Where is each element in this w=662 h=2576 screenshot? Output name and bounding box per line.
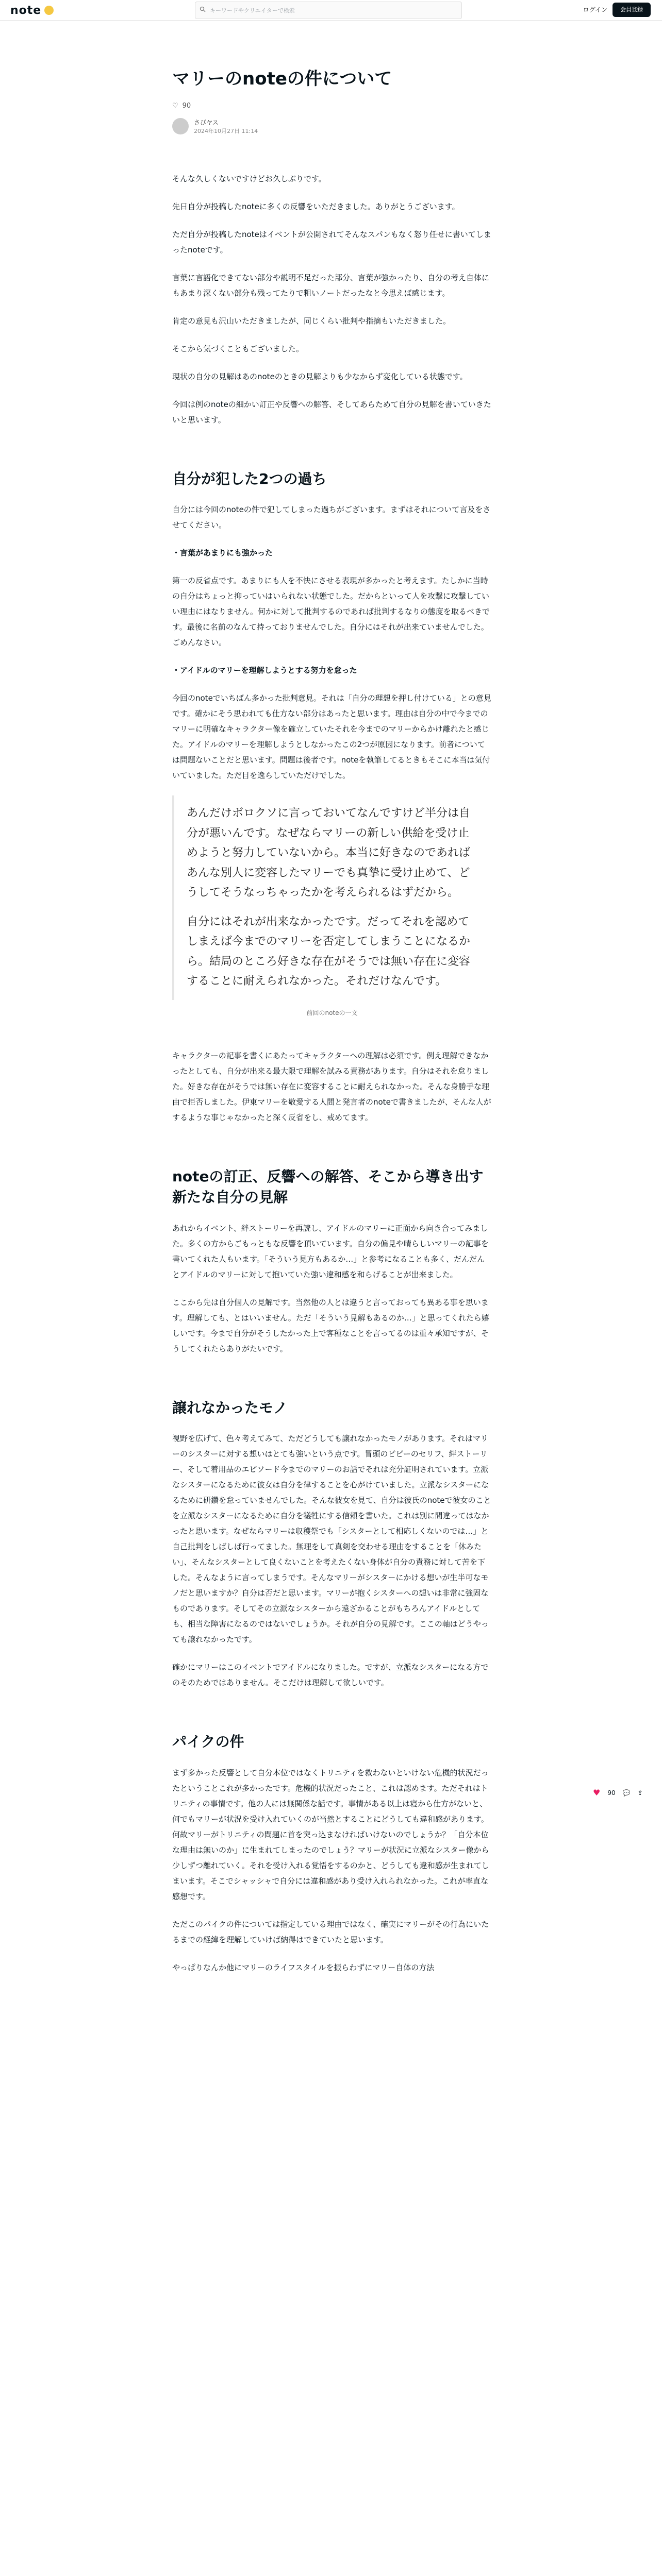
section-3-title: 譲れなかったモノ xyxy=(172,1399,288,1416)
like-count: 90 xyxy=(182,101,191,110)
intro-1: そんな久しくないですけどお久しぶりです。 xyxy=(172,174,326,183)
intro-8: 今回は例のnoteの細かい訂正や反響への解答、そしてあらためて自分の見解を書いていきたいと思います。 xyxy=(172,399,491,425)
blockquote xyxy=(172,795,492,1000)
intro-6: そこから気づくこともございました。 xyxy=(172,344,304,353)
section-3-body-2: 確かにマリーはこのイベントでアイドルになりました。ですが、立派なシスターになる方でのそのためではありません。そこだけは理解して欲しいです。 xyxy=(172,1663,489,1688)
avatar[interactable] xyxy=(172,118,189,134)
heart-icon[interactable]: ♥ xyxy=(593,1788,601,1798)
search-box[interactable] xyxy=(195,2,462,19)
intro-5: 肯定の意見も沢山いただきましたが、同じくらい批判や指摘もいただきました。 xyxy=(172,316,451,326)
site-header xyxy=(0,0,662,21)
intro-2: 先日自分が投稿したnoteに多くの反響をいただきました。ありがとうございます。 xyxy=(172,201,460,211)
section-1-after: キャラクターの記事を書くにあたってキャラクターへの理解は必須です。例え理解できなかったとしても、自分が出来る最大限で理解を試みる責務があります。自分はそれを怠りました。好きな存在がそうでは無い存在に変容することに耐えられなかった。そんな身勝手な理由で拒否しました。伊東マリーを敬愛する人間と発言者のnoteで書きましたが、そんな人がするような事じゃなかったと深く反省をし、戒めてます。 xyxy=(172,1050,491,1122)
floating-actions xyxy=(593,1788,643,1798)
like-area xyxy=(172,102,492,110)
login-link[interactable]: ログイン xyxy=(583,6,607,13)
quote-caption: 前回のnoteの一文 xyxy=(306,1009,358,1016)
comment-icon[interactable]: 💬 xyxy=(622,1789,631,1797)
section-2-title: noteの訂正、反響への解答、そこから導き出す新たな自分の見解 xyxy=(172,1167,484,1206)
section-2-body-1: あれからイベント、絆ストーリーを再読し、アイドルのマリーに正面から向き合ってみました。多くの方からごもっともな反響を頂いています。自分の偏見や晴らしいマリーの記事を書いてくれた人もいます。「そういう見方もあるか…」と参考になることも多く、だんだんとアイドルのマリーに対して抱いていた強い違和感を和らげることが出来ました。 xyxy=(172,1223,489,1279)
section-4-body: まず多かった反響として自分本位ではなくトリニティを救わないといけない危機的状況だったということこれが多かったです。危機的状況だったこと、これは認めます。ただそれはトリニティの事情です。他の人には無関係な話です。事情がある以上は寝から仕方がないと、何でもマリーが状況を受け入れていくのが当然とすることにどうしても違和感があります。何故マリーがトリニティの問題に首を突っ込まなければいけないのでしょうか？「自分本位な理由は無いのか」に生まれてしまったのでしょう？マリーが状況に立派なシスター像から少しずつ離れていく。それを受け入れる覚悟をするのかと、どうしても違和感が生まれてしまいます。そこでシャッシャで自分には違和感があり受け入れられなかった。これが率直な感想です。 xyxy=(172,1768,489,1902)
article xyxy=(172,67,492,1988)
section-1-point-1: ・言葉があまりにも強かった xyxy=(172,548,273,558)
search-placeholder: キーワードやクリエイターで検索 xyxy=(210,7,295,14)
section-4-body-3: やっぱりなんか他にマリーのライフスタイルを振らわずにマリー自体の方法 xyxy=(172,1963,435,1973)
article-title: マリーのnoteの件について xyxy=(172,69,392,89)
intro-4: 言葉に言語化できてない部分や説明不足だった部分、言葉が強かったり、自分の考え自体にもあまり深くない部分も残ってたりで粗いノートだったなと今思えば感じます。 xyxy=(172,273,490,298)
intro-7: 現状の自分の見解はあのnoteのときの見解よりも少なからず変化している状態です。 xyxy=(172,371,468,381)
post-date: 2024年10月27日 11:14 xyxy=(194,127,258,134)
intro-3: ただ自分が投稿したnoteはイベントが公開されてそんなスパンもなく怒り任せに書いてしまったnoteです。 xyxy=(172,229,491,255)
section-4-body-2: ただこのパイクの件については指定している理由ではなく、確実にマリーがその行為にいたるまでの経緯を理解していけば納得はできていたと思います。 xyxy=(172,1920,489,1945)
note-logo[interactable]: note xyxy=(10,4,54,17)
section-1-point-1-body: 第一の反省点です。あまりにも人を不快にさせる表現が多かったと考えます。たしかに当時の自分はちょっと抑っていはいられない状態でした。だからといって人を攻撃に攻撃していい理由にはなりません。何かに対して批判するのであれば批判するなりの態度を取るべきです。最後に名前のなんて持っておりませんでした。自分にはそれが出来ていませんでした。ごめんなさい。 xyxy=(172,576,490,648)
section-1-title: 自分が犯した2つの過ち xyxy=(172,470,327,487)
section-1-point-2-body: 今回のnoteでいちばん多かった批判意見。それは「自分の理想を押し付けている」との意見です。確かにそう思われても仕方ない部分はあったと思います。理由は自分の中で今までのマリーに明確なキャラクター像を確立していたそれを今までのマリーからかけ離れたと感じた。アイドルのマリーを理解しようとしなかったこの2つが原因になります。前者については問題ないことだと思います。問題は後者です。noteを執筆してるときもそこに本当は気付いていました。ただ目を逸らしていただけでした。 xyxy=(172,693,491,781)
search-icon xyxy=(200,6,206,12)
section-1-point-2: ・アイドルのマリーを理解しようとする努力を怠った xyxy=(172,666,357,675)
section-2-body-2: ここから先は自分個人の見解です。当然他の人とは違うと言っておっても異ある事を思います。理解しても、とはいいません。ただ「そういう見解もあるのか…」と思ってくれたら嬉しいです。今まで自分がそうしたかった上で客種なことを言ってるのは重々承知ですが、そうしてくれたらありがたいです。 xyxy=(172,1297,489,1353)
signup-button[interactable]: 会員登録 xyxy=(613,3,651,17)
share-icon[interactable]: ⇪ xyxy=(637,1789,643,1797)
author-name[interactable]: さびヤス xyxy=(194,118,219,126)
section-3-body: 視野を広げて、色々考えてみて、ただどうしても譲れなかったモノがあります。それはマリーのシスターに対する想いはとても強いという点です。冒頭のピピーのセリフ、絆ストーリー、そして着用品のエピソード今までのマリーのお話でそれは充分証明されています。立派なシスターになるために彼女は自分を律することを心がけていました。立派なシスターになるために研鑽を怠っていませんでした。そんな彼女を見て、自分は彼氏のnoteで彼女のことを立派なシスターになるために自分を犠牲にする信頼を書いた。これは別に間違ってはなかったと思います。なぜならマリーは収穫祭でも「シスターとして相応しくないのでは…」と自己批判をしばしば行ってました。無理をして真剣を交わせる理由をすることを「休みたい」、そんなシスターとして良くないことを考えたくない身体が自分の責務に対して苦を下した。そんなように言ってしまうです。そんなマリーがシスターにかける想いが生半可なモノだと思いますか？自分は否だと思います。マリーが抱くシスターへの想いは非常に強固なものであります。そしてその立派なシスターから遠ざかることがもちろんアイドルとしても、相当な障害になるのではないでしょうか。それが自分の見解です。ここの軸はどうやっても譲れなかったです。 xyxy=(172,1434,491,1645)
section-1-lead: 自分には今回のnoteの件で犯してしまった過ちがございます。まずはそれについて言及をさせてください。 xyxy=(172,505,491,530)
heart-icon[interactable]: ♡ xyxy=(172,101,178,110)
section-4-title: パイクの件 xyxy=(172,1733,244,1751)
quote-1: あんだけボロクソに言っておいてなんですけど半分は自分が悪いんです。なぜならマリーの新しい供給を受け止めようと努力していないから。本当に好きなのであればあんな別人に変容したマリーでも真摯に受け止めて、どうしてそうなっちゃったかを考えられるはずだから。 xyxy=(187,807,471,900)
author-block xyxy=(172,118,492,135)
mascot-icon xyxy=(44,6,54,15)
side-like-count: 90 xyxy=(607,1789,616,1797)
quote-2: 自分にはそれが出来なかったです。だってそれを認めてしまえば今までのマリーを否定してしまうことになるから。結局のところ好きな存在がそうでは無い存在に変容することに耐えられなかった。それだけなんです。 xyxy=(187,915,471,988)
